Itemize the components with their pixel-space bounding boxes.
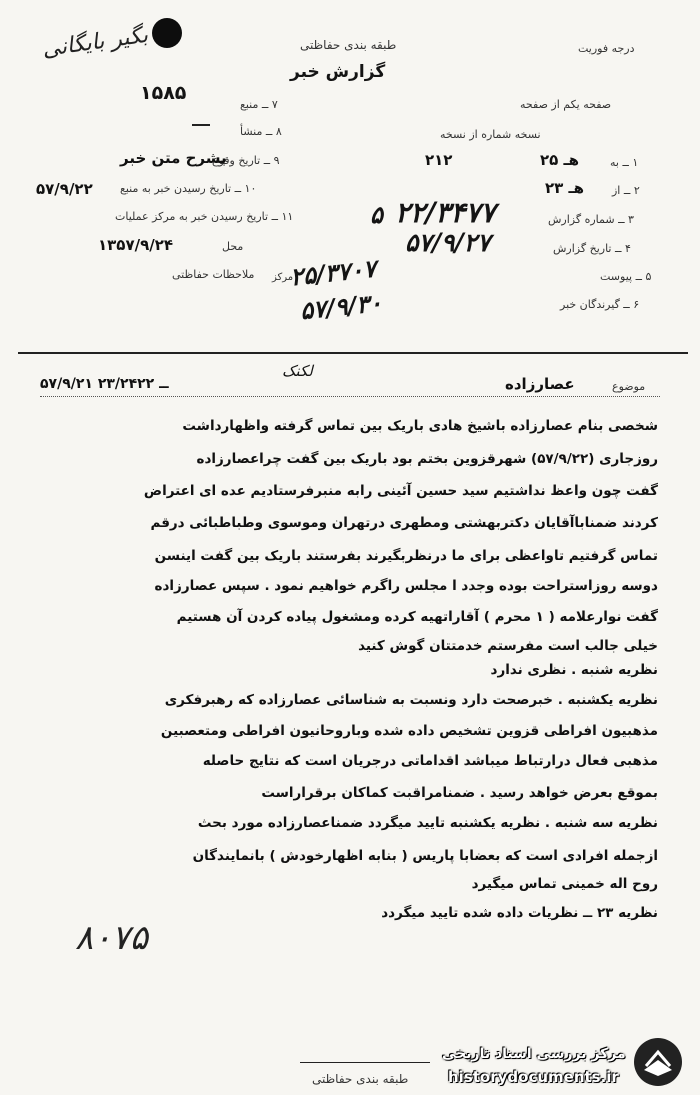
notes-label: ملاحظات حفاظتی [172, 268, 255, 281]
stamp-number: ۲۵/۳۷۰۷ [288, 253, 378, 292]
watermark-title: مرکز بررسی اسناد تاریخی [442, 1046, 626, 1062]
body-line: مذهبیون افراطی قزوین تشخیص داده شده وباروحانیون افراطی ومتعصبین [160, 723, 658, 739]
report-title: گزارش خبر [290, 62, 386, 82]
subject-value: عصارزاده [505, 375, 575, 393]
body-line: گفت نوارعلامه ( ۱ محرم ) آقاراتهیه کرده ومشغول پیاده کردن آن هستیم [176, 609, 658, 625]
priority-label: درجه فوریت [578, 42, 635, 55]
place-label: محل [222, 240, 244, 253]
report-no-suffix: ۵ [370, 200, 383, 229]
stamp-prefix: مرکز [272, 272, 294, 283]
receipt-source-value: ۵۷/۹/۲۲ [36, 180, 93, 198]
body-line: ازجمله افرادی است که بعضابا پاریس ( بنابه اظهارخودش ) بانمایندگان [192, 848, 658, 864]
stamp-date: ۵۷/۹/۳۰ [298, 287, 384, 326]
punch-hole [152, 18, 182, 48]
report-no-label: ۳ ــ شماره گزارش [548, 213, 634, 226]
page-label: صفحه یکم از صفحه [520, 98, 612, 111]
subject-ref: ۵۷/۹/۲۱ ــ ۲۳/۲۴۲۲ [40, 376, 169, 392]
to-value: ۲۵ هـ [540, 151, 580, 169]
body-line: نظریه یکشنبه . خبرصحت دارد ونسبت به شناسائی عصارزاده که رهبرفکری [164, 692, 658, 708]
to-value-side: ۲۱۲ [425, 151, 453, 169]
body-line: نظریه شنبه . نظری ندارد [490, 662, 658, 678]
origin-label: ۸ ــ منشأ [240, 125, 282, 138]
body-line: تماس گرفتیم تاواعظی برای ما درنظربگیرند بفرستند باریک بین گفت اینسن [154, 548, 658, 564]
header-separator [18, 352, 688, 354]
subject-underline [40, 396, 660, 397]
body-line: دوسه روزاستراحت بوده وجدد ا مجلس راگرم خواهیم نمود . سپس عصارزاده [154, 578, 658, 594]
footer-separator [300, 1062, 430, 1063]
place-value: ۱۳۵۷/۹/۲۴ [98, 236, 174, 254]
report-date-value: ۵۷/۹/۲۷ [405, 228, 491, 257]
subject-ref-note: لکنک [282, 362, 313, 380]
body-line: نظریه سه شنبه . نظریه یکشنبه تایید میگردد ضمناعصارزاده مورد بحث [197, 815, 658, 831]
body-line: کردند ضمناباآقایان دکتربهشتی ومطهری درتهران وموسوی وطباطبائی درقم [150, 515, 658, 531]
classification-bottom: طبقه بندی حفاظتی [312, 1072, 409, 1086]
handwritten-archive-note: بگیر بایگانی [40, 22, 150, 63]
receipt-source-label: ۱۰ ــ تاریخ رسیدن خبر به منبع [120, 182, 257, 195]
from-label: ۲ ــ از [612, 184, 640, 197]
classification-top: طبقه بندی حفاظتی [300, 38, 397, 52]
book-logo-icon [632, 1036, 684, 1088]
report-no-value: ۲۲/۳۴۷۷ [395, 196, 496, 229]
body-line: روزجاری (۵۷/۹/۲۲) شهرقزوین بختم بود باریک بین گفت چراعصارزاده [196, 451, 658, 467]
body-line: بموقع بعرض خواهد رسید . ضمنامراقبت کماکان برقراراست [261, 785, 658, 801]
handwritten-bottom-number: ۸۰۷۵ [75, 918, 149, 958]
body-line: مذهبی فعال درارتباط میباشد اقداماتی درجریان است که نتایج حاصله [202, 753, 658, 769]
copy-label: نسخه شماره از نسخه [440, 128, 541, 141]
body-line: شخصی بنام عصارزاده باشیخ هادی باریک بین تماس گرفته واظهارداشت [182, 418, 658, 434]
body-line: نظریه ۲۳ ــ نظریات داده شده تایید میگردد [381, 905, 658, 921]
to-label: ۱ ــ به [610, 156, 639, 169]
from-value: ۲۳ هـ [545, 179, 585, 197]
news-date-label: ۹ ــ تاریخ وقوع [212, 154, 280, 167]
body-line: گفت چون واعظ نداشتیم سید حسین آئینی رابه منبرفرستادیم عده ای اعتراض [143, 483, 658, 499]
recipients-label: ۶ ــ گیرندگان خبر [560, 298, 640, 311]
report-date-label: ۴ ــ تاریخ گزارش [553, 242, 631, 255]
attachment-label: ۵ ــ پیوست [600, 270, 652, 283]
body-line: روح اله خمینی تماس میگیرد [471, 876, 658, 892]
dash-mark [192, 124, 210, 126]
body-line: خیلی جالب است مفرستم خدمتتان گوش کنید [358, 638, 658, 654]
watermark-url: historydocuments.ir [448, 1068, 619, 1086]
source-label: ۷ ــ منبع [240, 98, 278, 111]
handwritten-number: ۱۵۸۵ [140, 82, 187, 104]
subject-label: موضوع [612, 380, 646, 393]
news-date-value: بشرح متن خبر [120, 149, 227, 167]
receipt-ops-label: ۱۱ ــ تاریخ رسیدن خبر به مرکز عملیات [115, 210, 294, 223]
